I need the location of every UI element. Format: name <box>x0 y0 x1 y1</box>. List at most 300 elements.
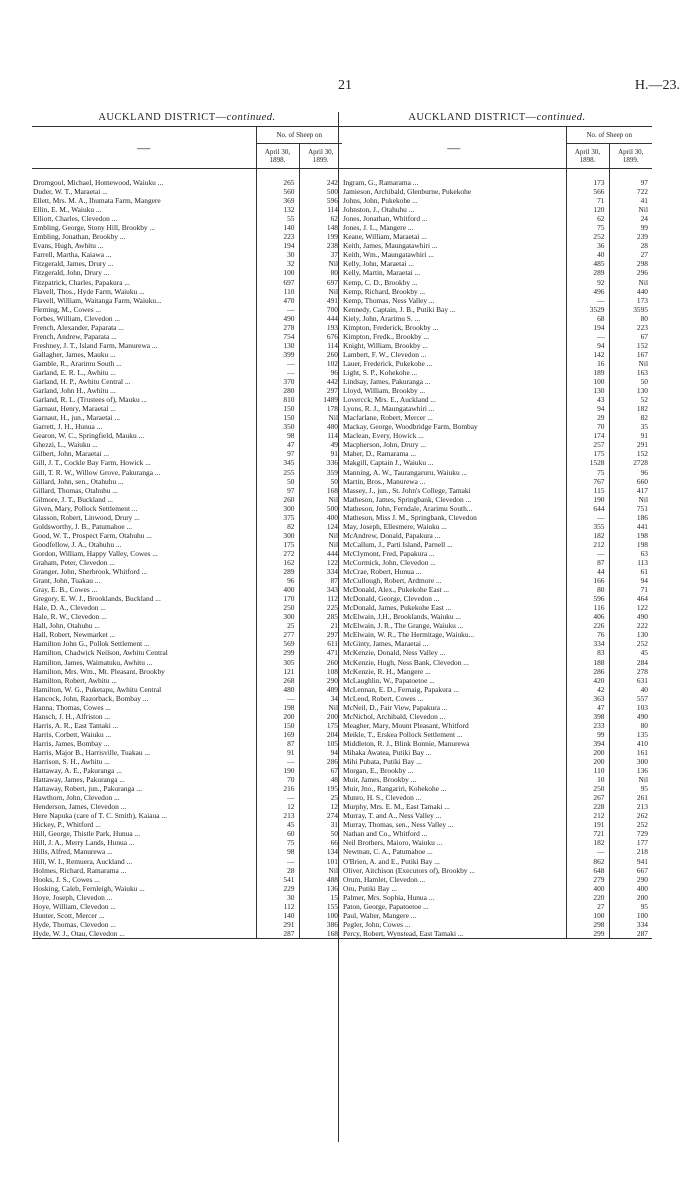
sheep-1898-cell: 70 <box>256 775 299 784</box>
sheep-1898-cell: — <box>256 857 299 866</box>
sheep-1899-cell: 95 <box>609 784 652 793</box>
sheep-1899-cell: 178 <box>299 404 342 413</box>
owner-name-cell: Lovercck, Mrs. E., Auckland ... <box>343 395 436 405</box>
sheep-1899-cell: 722 <box>609 187 652 196</box>
table-row <box>32 540 342 549</box>
sheep-1899-cell: 63 <box>609 549 652 558</box>
sheep-1899-cell: 400 <box>609 884 652 893</box>
sheep-1898-cell: — <box>256 359 299 368</box>
owner-name-cell: Henderson, James, Clevedon ... <box>33 802 127 812</box>
table-row <box>342 676 652 685</box>
table-row <box>32 504 342 513</box>
owner-name-cell: Forbes, William, Clevedon ... <box>33 313 121 323</box>
sheep-1898-cell: 810 <box>256 395 299 404</box>
sheep-1898-cell: — <box>566 847 609 856</box>
table-row <box>342 386 652 395</box>
sheep-1898-cell: — <box>256 368 299 377</box>
table-row <box>342 558 652 567</box>
owner-name-cell: McCormick, John, Clevedon ... <box>343 557 436 567</box>
table-row <box>342 576 652 585</box>
sheep-1899-cell: 52 <box>609 395 652 404</box>
table-row <box>342 350 652 359</box>
sheep-1899-cell: 80 <box>609 721 652 730</box>
owner-name-cell: Lloyd, William, Brookby ... <box>343 386 426 396</box>
sheep-1898-cell: 120 <box>566 205 609 214</box>
sheep-1899-cell: 186 <box>609 513 652 522</box>
sheep-1898-cell: 252 <box>566 232 609 241</box>
sheep-1898-cell: 97 <box>256 449 299 458</box>
owner-name-cell: Macpherson, John, Drury ... <box>343 440 426 450</box>
owner-name-cell: Gordon, William, Happy Valley, Cowes ... <box>33 548 158 558</box>
table-row <box>342 784 652 793</box>
table-row <box>342 431 652 440</box>
sheep-1898-cell: 255 <box>256 468 299 477</box>
owner-name-cell: Farrell, Martha, Kaiawa ... <box>33 250 112 260</box>
sheep-1899-cell: 336 <box>299 458 342 467</box>
table-row <box>342 667 652 676</box>
sheep-1898-cell: 68 <box>566 314 609 323</box>
sheep-1898-cell: 400 <box>256 585 299 594</box>
table-row <box>342 703 652 712</box>
owner-name-cell: Hill, J. A., Merry Lands, Hunua ... <box>33 838 135 848</box>
owner-name-cell: Nathan and Co., Whitford ... <box>343 829 428 839</box>
right-table-body <box>342 169 652 939</box>
owner-name-cell: Hickey, P., Whitford ... <box>33 820 101 830</box>
table-row <box>32 793 342 802</box>
sheep-1898-cell: 596 <box>566 594 609 603</box>
owner-name-cell: Knight, William, Brookby ... <box>343 340 428 350</box>
sheep-1898-cell: 40 <box>566 250 609 259</box>
sheep-1898-cell: 213 <box>256 811 299 820</box>
owner-name-cell: Flavell, William, Waitanga Farm, Waiuku... <box>33 295 162 305</box>
table-row <box>342 730 652 739</box>
sheep-1898-cell: 16 <box>566 359 609 368</box>
table-row <box>32 196 342 205</box>
owner-name-cell: McLennan, E. D., Fernaig, Papakura ... <box>343 684 459 694</box>
sheep-1898-cell: 174 <box>566 431 609 440</box>
owner-name-cell: Muir, Jno., Rangariri, Kohekohe ... <box>343 784 447 794</box>
sheep-1899-cell: 66 <box>299 838 342 847</box>
owner-name-cell: Meikle, T., Erskea Pollock Settlement ... <box>343 729 463 739</box>
sheep-1899-cell: 260 <box>299 350 342 359</box>
owner-name-cell: Gilmore, J. T., Buckland ... <box>33 494 113 504</box>
table-row <box>32 259 342 268</box>
right-district-title <box>342 110 652 126</box>
table-row <box>342 368 652 377</box>
sheep-1898-cell: 175 <box>566 449 609 458</box>
owner-name-cell: Paul, Walter, Mangere ... <box>343 910 417 920</box>
sheep-1898-cell: 100 <box>256 268 299 277</box>
sheep-1899-cell: 751 <box>609 504 652 513</box>
sheep-1898-cell: 200 <box>256 712 299 721</box>
owner-name-cell: Hamilton, Chadwick Neilson, Awhitu Central <box>33 648 168 658</box>
table-row <box>32 893 342 902</box>
table-row <box>342 847 652 856</box>
sheep-1898-cell: 110 <box>566 766 609 775</box>
sheep-1899-cell: Nil <box>299 287 342 296</box>
table-row <box>342 223 652 232</box>
sheep-1898-cell: 194 <box>566 323 609 332</box>
sheep-1899-cell: 95 <box>609 902 652 911</box>
sheep-1899-cell: 105 <box>299 739 342 748</box>
sheep-1899-cell: 161 <box>609 748 652 757</box>
sheep-1899-cell: 62 <box>299 214 342 223</box>
owner-name-cell: Percy, Robert, Wynstead, East Tamaki ... <box>342 929 566 939</box>
sheep-1898-cell: 194 <box>256 241 299 250</box>
sheep-1899-cell: 297 <box>299 630 342 639</box>
sheep-1899-cell: 31 <box>299 820 342 829</box>
owner-name-cell: Freshney, J. T., Island Farm, Manurewa ... <box>33 340 158 350</box>
sheep-1898-cell: 87 <box>256 739 299 748</box>
table-row <box>342 866 652 875</box>
owner-name-cell: Here Napuka (care of T. C. Smith), Kaiaua ... <box>33 811 167 821</box>
owner-name-cell: Elliott, Charles, Clevedon ... <box>33 214 118 224</box>
sheep-1898-cell: 260 <box>256 495 299 504</box>
table-row <box>32 685 342 694</box>
sheep-1898-cell: 130 <box>256 341 299 350</box>
sheep-1898-cell: 697 <box>256 278 299 287</box>
left-district-title-text: AUCKLAND DISTRICT— <box>98 112 227 123</box>
owner-name-cell: Graham, Peter, Clevedon ... <box>33 557 115 567</box>
owner-name-cell: Embling, Jonathan, Brookby ... <box>33 232 126 242</box>
sheep-1899-cell: 300 <box>609 757 652 766</box>
sheep-1898-cell: 490 <box>256 314 299 323</box>
table-row <box>32 232 342 241</box>
sheep-1899-cell: 195 <box>299 784 342 793</box>
owner-name-cell: May, Joseph, Ellesmere, Waiuku ... <box>343 521 447 531</box>
sheep-1899-cell: 410 <box>609 739 652 748</box>
table-row <box>342 178 652 187</box>
sheep-1898-cell: 150 <box>256 404 299 413</box>
table-row <box>342 920 652 929</box>
sheep-1898-cell: 140 <box>256 223 299 232</box>
sheep-1898-cell: 229 <box>256 884 299 893</box>
sheep-1899-cell: 101 <box>299 857 342 866</box>
owner-name-cell: Fleming, M., Cowes ... <box>33 304 101 314</box>
sheep-1899-cell: 252 <box>609 820 652 829</box>
owner-name-cell: Hoye, Joseph, Clevedon ... <box>33 892 113 902</box>
sheep-1899-cell: 50 <box>299 829 342 838</box>
sheep-1899-cell: 45 <box>609 648 652 657</box>
sheep-1899-cell: 87 <box>299 576 342 585</box>
sheep-1899-cell: 941 <box>609 857 652 866</box>
owner-name-cell: Ghezzi, L., Waiuku ... <box>33 440 98 450</box>
sheep-1899-cell: 284 <box>609 657 652 666</box>
owner-name-cell: Hamilton, Robert, Awhitu ... <box>33 675 117 685</box>
owner-name-cell: Kiely, John, Ararimu S. ... <box>343 313 421 323</box>
sheep-1898-cell: 485 <box>566 259 609 268</box>
table-row <box>342 802 652 811</box>
sheep-1898-cell: 280 <box>256 386 299 395</box>
sheep-1898-cell: 268 <box>256 676 299 685</box>
sheep-1899-cell: 223 <box>609 323 652 332</box>
table-row <box>342 911 652 920</box>
sheep-1898-cell: 32 <box>256 259 299 268</box>
sheep-1898-cell: 71 <box>566 196 609 205</box>
table-row <box>32 377 342 386</box>
owner-name-cell: Martin, Bros., Manurewa ... <box>343 476 426 486</box>
sheep-1898-cell: 121 <box>256 667 299 676</box>
owner-name-cell: Neil Brothers, Maioro, Waiuku ... <box>343 838 443 848</box>
sheep-1898-cell: 142 <box>566 350 609 359</box>
owner-name-cell: Maher, D., Ramarama ... <box>343 449 416 459</box>
owner-name-cell: Massey, J., jun., St. John's College, Tamaki <box>343 485 471 495</box>
table-row <box>342 630 652 639</box>
owner-name-cell: Manning, A. W., Taurangaruru, Waiuku ... <box>343 467 468 477</box>
left-district-title-continued: continued. <box>226 112 276 123</box>
sheep-1899-cell: 114 <box>299 431 342 440</box>
sheep-1898-cell: 212 <box>566 540 609 549</box>
sheep-1898-cell: — <box>256 694 299 703</box>
sheep-1898-cell: 170 <box>256 594 299 603</box>
owner-name-cell: McDonald, George, Clevedon ... <box>343 594 440 604</box>
sheep-1898-cell: 162 <box>256 558 299 567</box>
right-sheep-header: No. of Sheep on <box>566 127 652 144</box>
table-row <box>32 657 342 666</box>
sheep-1899-cell: 96 <box>299 368 342 377</box>
owner-name-cell: Gray, E. B., Cowes ... <box>33 585 98 595</box>
sheep-1899-cell: 213 <box>609 802 652 811</box>
left-col-1899-header: April 30, 1899. <box>299 144 342 169</box>
sheep-1898-cell: 75 <box>256 838 299 847</box>
table-row <box>342 241 652 250</box>
owner-name-cell: Hancock, John, Razorback, Bombay ... <box>33 693 149 703</box>
owner-name-cell: Kemp, Thomas, Ness Valley ... <box>343 295 435 305</box>
table-row <box>32 386 342 395</box>
table-row <box>342 359 652 368</box>
sheep-1898-cell: — <box>566 332 609 341</box>
right-col-1898-header: April 30, 1898. <box>566 144 609 169</box>
owner-name-cell: Hoye, William, Clevedon ... <box>33 901 116 911</box>
sheep-1898-cell: 350 <box>256 422 299 431</box>
owner-name-cell: Hamilton, Mrs. Wm., Mt. Pleasant, Brookby <box>33 666 165 676</box>
sheep-1899-cell: 464 <box>609 594 652 603</box>
sheep-1898-cell: 47 <box>256 440 299 449</box>
owner-name-cell: McKenzie, R. H., Mangere ... <box>343 666 431 676</box>
table-row <box>342 449 652 458</box>
owner-name-cell: Given, Mary, Pollock Settlement ... <box>33 503 138 513</box>
sheep-1899-cell: 71 <box>609 585 652 594</box>
owner-name-cell: Oru, Putiki Bay ... <box>343 883 397 893</box>
table-row <box>32 802 342 811</box>
sheep-1899-cell: 152 <box>609 341 652 350</box>
table-row <box>342 685 652 694</box>
sheep-1899-cell: 359 <box>299 468 342 477</box>
sheep-1899-cell: 471 <box>299 648 342 657</box>
owner-name-cell: Johns, John, Pukekohe ... <box>343 196 418 206</box>
sheep-1899-cell: Nil <box>299 540 342 549</box>
sheep-1899-cell: 136 <box>299 884 342 893</box>
table-row <box>32 694 342 703</box>
sheep-1898-cell: 300 <box>256 531 299 540</box>
sheep-1899-cell: 80 <box>299 268 342 277</box>
sheep-1898-cell: 12 <box>256 802 299 811</box>
sheep-1899-cell: 182 <box>609 404 652 413</box>
sheep-1898-cell: 76 <box>566 630 609 639</box>
sheep-1898-cell: 289 <box>256 567 299 576</box>
sheep-1898-cell: 289 <box>566 268 609 277</box>
owner-name-cell: Hanna, Thomas, Cowes ... <box>33 702 111 712</box>
sheep-1898-cell: 112 <box>256 902 299 911</box>
table-row <box>32 766 342 775</box>
page-number: 21 <box>338 78 352 93</box>
owner-name-cell: Goodfellow, J. A., Otahuhu ... <box>33 539 122 549</box>
sheep-1899-cell: 290 <box>299 676 342 685</box>
sheep-1898-cell: 250 <box>256 603 299 612</box>
sheep-1899-cell: 386 <box>299 920 342 929</box>
table-row <box>342 838 652 847</box>
table-row <box>342 820 652 829</box>
owner-name-cell: McElwain, J.H., Brooklands, Waiuku ... <box>343 612 461 622</box>
sheep-1898-cell: 265 <box>256 178 299 187</box>
table-row <box>32 278 342 287</box>
sheep-1899-cell: 82 <box>609 413 652 422</box>
sheep-1898-cell: 272 <box>256 549 299 558</box>
sheep-1898-cell: 94 <box>566 341 609 350</box>
sheep-1899-cell: 130 <box>609 630 652 639</box>
sheep-1898-cell: 277 <box>256 630 299 639</box>
sheep-1899-cell: 222 <box>609 621 652 630</box>
table-row <box>32 250 342 259</box>
owner-name-cell: Goldsworthy, J. B., Patumahoe ... <box>33 521 133 531</box>
table-row <box>32 757 342 766</box>
sheep-1899-cell: 198 <box>609 540 652 549</box>
table-row <box>342 187 652 196</box>
sheep-1899-cell: 34 <box>299 694 342 703</box>
owner-name-cell: Ellin, E. M., Waiuku ... <box>33 205 102 215</box>
table-row <box>342 585 652 594</box>
owner-name-cell: Matheson, James, Springbank, Clevedon ... <box>343 494 472 504</box>
sheep-1898-cell: — <box>256 305 299 314</box>
sheep-1898-cell: 173 <box>566 178 609 187</box>
owner-name-cell: Kelly, Martin, Maraetai ... <box>343 268 421 278</box>
table-row <box>342 748 652 757</box>
table-row <box>342 721 652 730</box>
table-row <box>342 314 652 323</box>
right-col-1899-header: April 30, 1899. <box>609 144 652 169</box>
owner-name-cell: Fitzgerald, John, Drury ... <box>33 268 110 278</box>
sheep-1898-cell: — <box>256 793 299 802</box>
sheep-1898-cell: 279 <box>566 875 609 884</box>
sheep-1899-cell: 441 <box>609 522 652 531</box>
sheep-1899-cell: 96 <box>609 468 652 477</box>
sheep-1899-cell: 286 <box>299 757 342 766</box>
table-row <box>32 630 342 639</box>
table-row <box>342 341 652 350</box>
sheep-1898-cell: 100 <box>566 377 609 386</box>
table-row <box>32 214 342 223</box>
sheep-1899-cell: 1489 <box>299 395 342 404</box>
table-row <box>32 495 342 504</box>
sheep-1898-cell: 115 <box>566 486 609 495</box>
sheep-1898-cell: 182 <box>566 531 609 540</box>
owner-name-cell: Kelly, John, Maraetai ... <box>343 259 414 269</box>
table-row <box>342 739 652 748</box>
sheep-1898-cell: 220 <box>566 893 609 902</box>
owner-name-cell: French, Alexander, Paparata ... <box>33 322 124 332</box>
sheep-1898-cell: 190 <box>256 766 299 775</box>
sheep-1899-cell: 490 <box>609 612 652 621</box>
sheep-1898-cell: — <box>566 549 609 558</box>
sheep-1898-cell: 300 <box>256 504 299 513</box>
sheep-1898-cell: 28 <box>256 866 299 875</box>
sheep-1899-cell: 480 <box>299 422 342 431</box>
sheep-1898-cell: 27 <box>566 902 609 911</box>
sheep-1899-cell: 489 <box>299 685 342 694</box>
owner-name-cell: McLaughlin, W., Papatoetoe ... <box>343 675 435 685</box>
sheep-1898-cell: 100 <box>566 911 609 920</box>
sheep-1899-cell: 200 <box>609 893 652 902</box>
table-row <box>32 477 342 486</box>
owner-name-cell: Garland, E. R. L., Awhitu ... <box>33 368 116 377</box>
owner-name-cell: McAndrew, Donald, Papakura ... <box>343 530 441 540</box>
table-row <box>32 811 342 820</box>
sheep-1898-cell: 569 <box>256 639 299 648</box>
owner-name-cell: Garland, R. L. (Trustees of), Mauku ... <box>33 395 148 405</box>
sheep-1898-cell: 60 <box>256 829 299 838</box>
sheep-1899-cell: 291 <box>609 440 652 449</box>
sheep-1899-cell: 48 <box>299 775 342 784</box>
owner-name-cell: Garland, John H., Awhitu ... <box>33 386 116 396</box>
sheep-1899-cell: 94 <box>609 576 652 585</box>
table-row <box>32 323 342 332</box>
sheep-1898-cell: 75 <box>566 223 609 232</box>
table-row <box>32 712 342 721</box>
table-row <box>32 648 342 657</box>
sheep-1899-cell: 114 <box>299 341 342 350</box>
sheep-1899-cell: 274 <box>299 811 342 820</box>
owner-name-cell: Maclean, Every, Howick ... <box>343 431 424 441</box>
sheep-1899-cell: Nil <box>299 531 342 540</box>
table-row <box>32 486 342 495</box>
sheep-1898-cell: 300 <box>256 612 299 621</box>
table-row <box>32 296 342 305</box>
sheep-1898-cell: 116 <box>566 603 609 612</box>
sheep-1899-cell: 94 <box>299 748 342 757</box>
owner-name-cell: Pegler, John, Cowes ... <box>343 919 411 929</box>
sheep-1899-cell: 37 <box>299 250 342 259</box>
owner-name-cell: Kemp, Richard, Brookby ... <box>343 286 426 296</box>
sheep-1898-cell: 370 <box>256 377 299 386</box>
owner-name-cell: McCallum, J., Parti Island, Parnell ... <box>343 539 453 549</box>
table-row <box>32 305 342 314</box>
sheep-1898-cell: 257 <box>566 440 609 449</box>
sheep-1898-cell: 10 <box>566 775 609 784</box>
sheep-1898-cell: 287 <box>256 929 299 939</box>
sheep-1899-cell: 136 <box>609 766 652 775</box>
owner-name-cell: McDonald, Alex., Pukekohe East ... <box>343 585 449 595</box>
sheep-1898-cell: 62 <box>566 214 609 223</box>
sheep-1898-cell: 92 <box>566 278 609 287</box>
table-row <box>342 377 652 386</box>
table-row <box>342 395 652 404</box>
owner-name-cell: Hale, D. A., Clevedon ... <box>33 603 106 613</box>
table-row <box>342 875 652 884</box>
table-row <box>32 603 342 612</box>
owner-name-cell: Hooks, J. S., Cowes ... <box>33 874 100 884</box>
owner-name-cell: Garrett, J. H., Hunua ... <box>33 422 103 432</box>
sheep-1898-cell: 175 <box>256 540 299 549</box>
table-row <box>32 884 342 893</box>
sheep-1899-cell: 113 <box>609 558 652 567</box>
sheep-1898-cell: 267 <box>566 793 609 802</box>
owner-name-cell: Kennedy, Captain, J. B., Putiki Bay ... <box>343 304 456 314</box>
sheep-1899-cell: 148 <box>299 223 342 232</box>
owner-name-cell: Mihi Pubata, Putiki Bay ... <box>343 757 422 767</box>
owner-name-cell: Macfarlane, Robert, Mercer ... <box>343 413 433 423</box>
sheep-1899-cell: 334 <box>299 567 342 576</box>
table-row <box>32 205 342 214</box>
